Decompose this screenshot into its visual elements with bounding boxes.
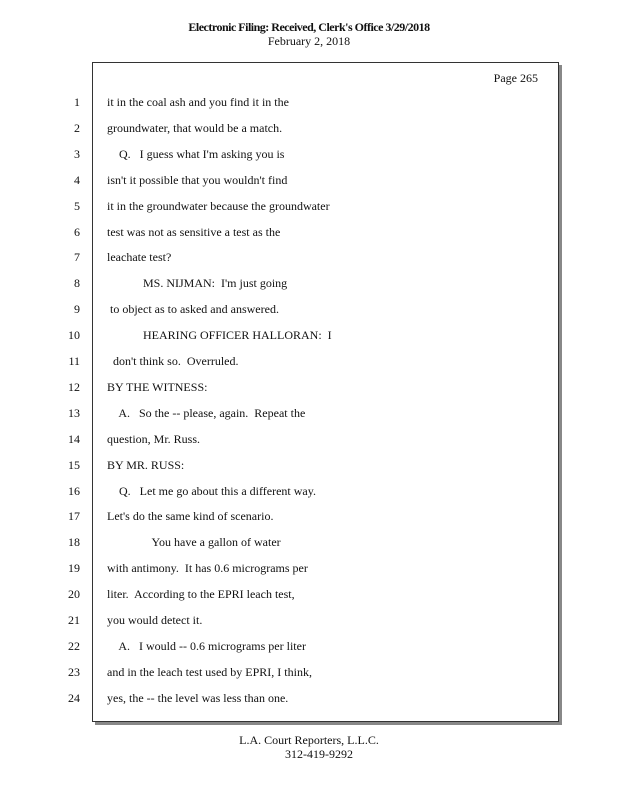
line-number: 20 — [68, 587, 80, 602]
transcript-line: groundwater, that would be a match. — [107, 120, 283, 135]
line-number: 6 — [74, 224, 80, 239]
line-number: 11 — [68, 354, 80, 368]
line-number: 21 — [68, 613, 80, 627]
transcript-line: Q. Let me go about this a different way. — [107, 483, 316, 498]
line-number: 23 — [68, 664, 80, 679]
filing-stamp: Electronic Filing: Received, Clerk's Office 3/29/2018 — [188, 20, 430, 34]
transcript-line: yes, the -- the level was less than one. — [107, 690, 289, 705]
line-number: 15 — [68, 457, 80, 472]
line-number: 10 — [68, 328, 80, 343]
transcript-line: with antimony. It has 0.6 micrograms per — [107, 561, 308, 576]
transcript-line: it in the coal ash and you find it in the — [107, 95, 289, 109]
line-number: 2 — [74, 120, 80, 135]
reporter-company: L.A. Court Reporters, L.L.C. — [239, 733, 379, 747]
transcript-line: test was not as sensitive a test as the — [107, 224, 281, 239]
line-number: 14 — [68, 431, 80, 446]
line-number: 8 — [74, 276, 80, 291]
transcript-line: A. I would -- 0.6 micrograms per liter — [107, 638, 306, 653]
transcript-line: it in the groundwater because the groundwater — [107, 198, 330, 213]
transcript-line: to object as to asked and answered. — [107, 302, 279, 317]
line-number: 13 — [68, 405, 80, 420]
transcript-line: MS. NIJMAN: I'm just going — [107, 276, 288, 291]
reporter-phone: 312-419-9292 — [285, 747, 353, 761]
transcript-line: leachate test? — [107, 250, 172, 265]
line-number: 19 — [68, 561, 80, 576]
line-number: 16 — [68, 483, 80, 498]
line-number: 1 — [74, 95, 80, 109]
transcript-line: Q. I guess what I'm asking you is — [107, 146, 285, 161]
transcript-line: You have a gallon of water — [107, 535, 281, 550]
transcript-line: question, Mr. Russ. — [107, 431, 201, 446]
transcript-date: February 2, 2018 — [267, 34, 351, 48]
line-number: 4 — [74, 172, 80, 187]
reporter-footer — [0, 733, 618, 761]
line-number: 17 — [68, 509, 80, 524]
transcript-line: Let's do the same kind of scenario. — [107, 509, 274, 524]
line-number: 22 — [68, 638, 80, 653]
transcript-line: BY THE WITNESS: — [107, 379, 208, 394]
transcript-line: you would detect it. — [107, 613, 203, 627]
transcript-line: liter. According to the EPRI leach test, — [107, 587, 295, 602]
transcript-line: A. So the -- please, again. Repeat the — [107, 405, 306, 420]
line-number: 12 — [68, 379, 80, 394]
transcript-line: and in the leach test used by EPRI, I think, — [107, 664, 312, 679]
page-number: Page 265 — [493, 71, 538, 85]
transcript-line: isn't it possible that you wouldn't find — [107, 172, 288, 187]
transcript-line: BY MR. RUSS: — [107, 457, 185, 472]
line-number: 7 — [74, 250, 80, 265]
line-number: 5 — [74, 198, 80, 213]
line-number: 18 — [68, 535, 80, 550]
line-number: 9 — [74, 302, 80, 317]
transcript-line: HEARING OFFICER HALLORAN: I — [107, 328, 332, 343]
transcript-line: don't think so. Overruled. — [107, 354, 239, 368]
filing-header — [0, 20, 618, 48]
line-number: 24 — [68, 690, 80, 705]
line-number: 3 — [74, 146, 80, 161]
